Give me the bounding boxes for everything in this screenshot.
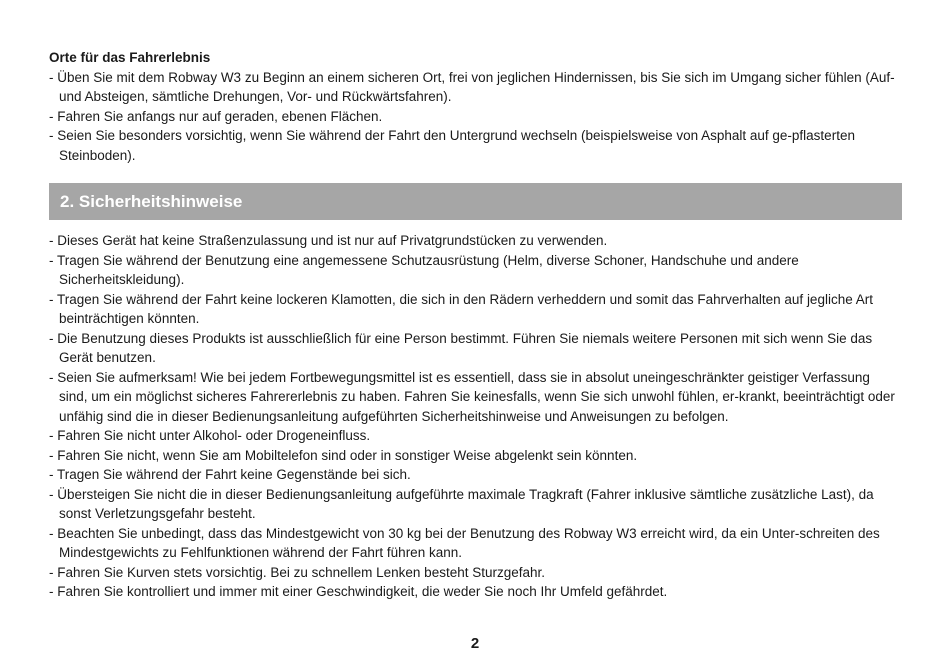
safety-item: - Dieses Gerät hat keine Straßenzulassung und ist nur auf Privatgrundstücken zu verwenden. xyxy=(49,231,902,251)
safety-item: - Die Benutzung dieses Produkts ist ausschließlich für eine Person bestimmt. Führen Sie niemals weitere Personen mit sich wenn Sie das Gerät benutzen. xyxy=(49,329,902,368)
safety-item: - Tragen Sie während der Benutzung eine angemessene Schutzausrüstung (Helm, diverse Schoner, Handschuhe und andere Sicherheitskleidung). xyxy=(49,251,902,290)
safety-item: - Seien Sie aufmerksam! Wie bei jedem Fortbewegungsmittel ist es essentiell, dass sie in absolut uneingeschränkter geistiger Verfassung sind, um ein möglichst sicheres Fahrererlebnis zu haben. Fahren Sie keinesfalls, wenn Sie sich unwohl fühlen, er-krankt, beeinträchtigt oder unfähig sind die in dieser Bedienungsanleitung aufgeführten Sicherheitshinweise und Anweisungen zu befolgen. xyxy=(49,368,902,427)
places-list xyxy=(49,68,902,166)
safety-item: - Tragen Sie während der Fahrt keine lockeren Klamotten, die sich in den Rädern verheddern und somit das Fahrverhalten auf jegliche Art beinträchtigen könnten. xyxy=(49,290,902,329)
page-number: 2 xyxy=(470,635,480,652)
safety-item: - Fahren Sie Kurven stets vorsichtig. Bei zu schnellem Lenken besteht Sturzgefahr. xyxy=(49,563,902,583)
safety-section-banner: 2. Sicherheitshinweise xyxy=(49,183,902,220)
safety-item: - Fahren Sie nicht unter Alkohol- oder Drogeneinfluss. xyxy=(49,426,902,446)
places-item: - Seien Sie besonders vorsichtig, wenn Sie während der Fahrt den Untergrund wechseln (beispielsweise von Asphalt auf ge-pflasterten Steinboden). xyxy=(49,126,902,165)
safety-item: - Fahren Sie kontrolliert und immer mit einer Geschwindigkeit, die weder Sie noch Ihr Umfeld gefährdet. xyxy=(49,582,902,602)
places-item: - Fahren Sie anfangs nur auf geraden, ebenen Flächen. xyxy=(49,107,902,127)
manual-page xyxy=(49,48,902,602)
places-item: - Üben Sie mit dem Robway W3 zu Beginn an einem sicheren Ort, frei von jeglichen Hindernissen, bis Sie sich im Umgang sicher fühlen (Auf- und Absteigen, sämtliche Drehungen, Vor- und Rückwärtsfahren). xyxy=(49,68,902,107)
safety-list xyxy=(49,231,902,602)
places-section xyxy=(49,48,902,165)
safety-item: - Fahren Sie nicht, wenn Sie am Mobiltelefon sind oder in sonstiger Weise abgelenkt sein könnten. xyxy=(49,446,902,466)
safety-item: - Beachten Sie unbedingt, dass das Mindestgewicht von 30 kg bei der Benutzung des Robway W3 erreicht wird, da ein Unter-schreiten des Mindestgewichts zu Fehlfunktionen während der Fahrt führen kann. xyxy=(49,524,902,563)
safety-item: - Tragen Sie während der Fahrt keine Gegenstände bei sich. xyxy=(49,465,902,485)
places-heading: Orte für das Fahrerlebnis xyxy=(49,50,211,65)
safety-item: - Übersteigen Sie nicht die in dieser Bedienungsanleitung aufgeführte maximale Tragkraft (Fahrer inklusive sämtliche zusätzliche Last), da sonst Verletzungsgefahr besteht. xyxy=(49,485,902,524)
